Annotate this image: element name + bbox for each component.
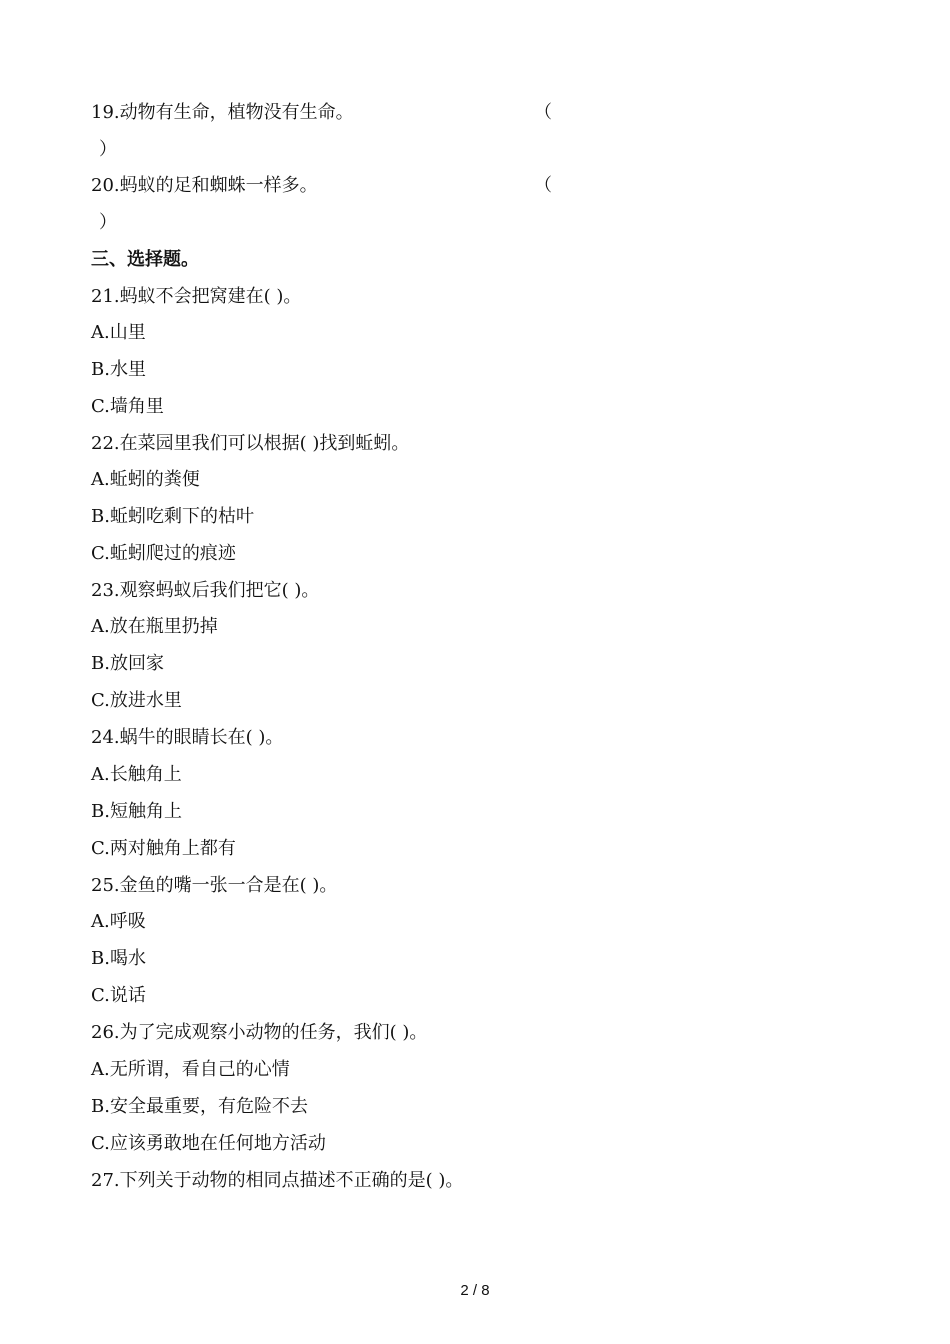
option-23-c: C.放进水里 [91, 690, 182, 711]
option-21-a: A.山里 [91, 322, 146, 343]
question-22: 22.在菜园里我们可以根据( )找到蚯蚓。 [91, 433, 410, 454]
option-26-c: C.应该勇敢地在任何地方活动 [91, 1133, 326, 1154]
option-25-c: C.说话 [91, 985, 146, 1006]
question-20: 20.蚂蚁的足和蜘蛛一样多。 [91, 175, 318, 196]
answer-paren-close-20: ） [99, 212, 117, 233]
question-27: 27.下列关于动物的相同点描述不正确的是( )。 [91, 1170, 464, 1191]
question-23: 23.观察蚂蚁后我们把它( )。 [91, 580, 320, 601]
answer-paren-close-19: ） [99, 139, 117, 160]
question-21: 21.蚂蚁不会把窝建在( )。 [91, 286, 302, 307]
option-26-b: B.安全最重要，有危险不去 [91, 1096, 308, 1117]
question-24: 24.蜗牛的眼睛长在( )。 [91, 727, 284, 748]
answer-paren-open-19: （ [534, 102, 552, 123]
option-25-b: B.喝水 [91, 948, 146, 969]
option-24-c: C.两对触角上都有 [91, 838, 236, 859]
option-24-b: B.短触角上 [91, 801, 182, 822]
question-19: 19.动物有生命，植物没有生命。 [91, 102, 354, 123]
option-21-b: B.水里 [91, 359, 146, 380]
option-24-a: A.长触角上 [91, 764, 182, 785]
option-22-a: A.蚯蚓的粪便 [91, 469, 200, 490]
option-26-a: A.无所谓，看自己的心情 [91, 1059, 290, 1080]
option-25-a: A.呼吸 [91, 911, 146, 932]
section-title: 三、选择题。 [91, 249, 199, 270]
page-number: 2 / 8 [460, 1282, 490, 1299]
option-22-c: C.蚯蚓爬过的痕迹 [91, 543, 236, 564]
option-23-a: A.放在瓶里扔掉 [91, 616, 218, 637]
option-22-b: B.蚯蚓吃剩下的枯叶 [91, 506, 254, 527]
answer-paren-open-20: （ [534, 175, 552, 196]
option-23-b: B.放回家 [91, 653, 164, 674]
option-21-c: C.墙角里 [91, 396, 164, 417]
question-25: 25.金鱼的嘴一张一合是在( )。 [91, 875, 338, 896]
question-26: 26.为了完成观察小动物的任务，我们( )。 [91, 1022, 428, 1043]
